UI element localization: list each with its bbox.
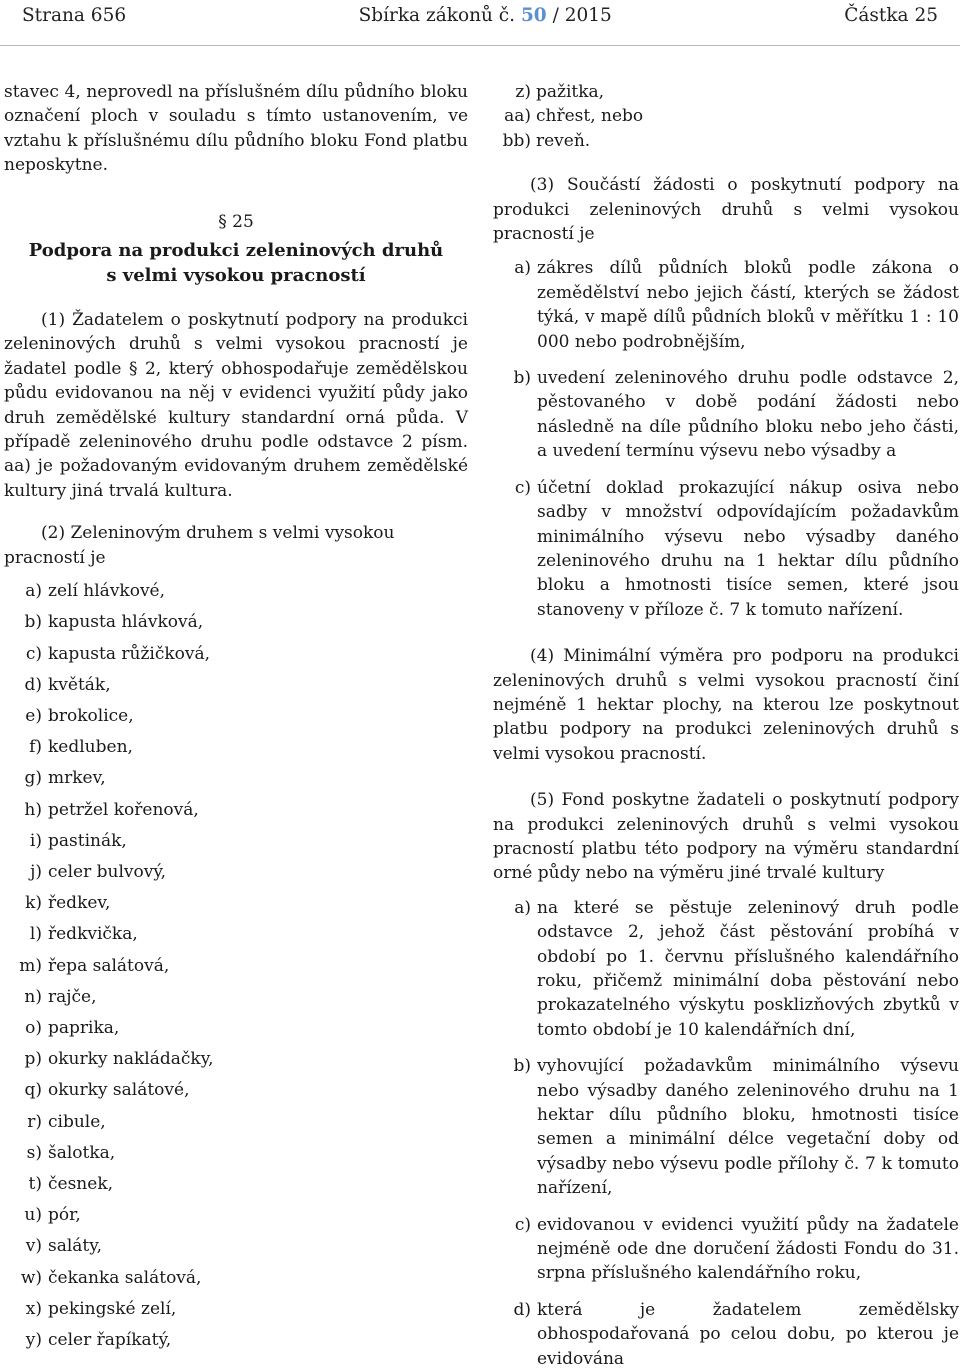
item-text: zelí hlávkové, (48, 581, 166, 602)
page-header (0, 0, 960, 30)
item-label: m) (19, 955, 42, 976)
header-page-number: Strana 656 (22, 4, 127, 26)
item-label: s) (26, 1142, 42, 1163)
list-item (4, 579, 468, 603)
item-label: k) (25, 893, 42, 914)
list-item (4, 1078, 468, 1102)
list-item (493, 896, 959, 1042)
item-label: r) (27, 1111, 42, 1132)
item-text: celer řapíkatý, (48, 1329, 172, 1350)
vegetable-list (4, 579, 468, 1352)
item-text: kapusta růžičková, (48, 643, 211, 664)
right-column (493, 80, 959, 1371)
list-item (4, 1172, 468, 1196)
item-label: b) (24, 612, 42, 633)
section-number: § 25 (218, 211, 254, 232)
item-label: e) (25, 705, 42, 726)
list-item (4, 1047, 468, 1071)
item-label: j) (30, 861, 42, 882)
item-label: g) (24, 768, 42, 789)
item-text: šalotka, (48, 1142, 116, 1163)
item-text: ředkvička, (48, 924, 138, 945)
list-item (4, 735, 468, 759)
item-label: d) (24, 674, 42, 695)
paragraph-4: (4) Minimální výměra pro podporu na produkci zeleninových druhů s velmi vysokou pracností činí nejméně 1 hektar plochy, na kterou lze poskytnout platbu podpory na produkci zeleninových druhů s velmi vysokou pracností. (493, 646, 959, 764)
section-title-line: Podpora na produkci zeleninových druhů (28, 240, 444, 262)
section-title-line: s velmi vysokou pracností (106, 265, 366, 287)
item-label: h) (24, 799, 42, 820)
header-collection-year: / 2015 (552, 4, 612, 26)
list-item (493, 366, 959, 464)
item-text: účetní doklad prokazující nákup osiva nebo sadby v množství odpovídajícím požadavkům minimálního výsevu nebo výsadby daného zeleninového druhu na 1 hektar dílu půdního bloku a hmotnosti tisíce semen, které jsou stanoveny v příloze č. 7 k tomuto nařízení. (537, 477, 959, 620)
item-label: n) (24, 986, 42, 1007)
item-text: chřest, nebo (536, 106, 644, 127)
item-label: p) (24, 1049, 42, 1070)
item-text: uvedení zeleninového druhu podle odstavce 2, pěstovaného v době podání žádosti nebo následně na díle půdního bloku nebo jeho části, a uvedení termínu výsevu nebo výsadby a (537, 368, 959, 462)
item-label: f) (29, 737, 42, 758)
list-item (493, 1213, 959, 1286)
item-text: řepa salátová, (48, 955, 170, 976)
list-item (493, 1054, 959, 1200)
list-item (4, 891, 468, 915)
list-item (4, 922, 468, 946)
application-requirements-list (493, 256, 959, 622)
paragraph-1: (1) Žadatelem o poskytnutí podpory na produkci zeleninových druhů s velmi vysokou pracností je žadatel podle § 2, který obhospodařuje zemědělskou půdu evidovanou na něj v evidenci využití půdy jako druh zemědělské kultury standardní orná půda. V případě zeleninového druhu podle odstavce 2 písm. aa) je požadovaným evidovaným druhem zemědělské kultury jiná trvalá kultura. (4, 310, 468, 501)
item-text: paprika, (48, 1017, 120, 1038)
list-item (4, 673, 468, 697)
item-text: pekingské zelí, (48, 1298, 177, 1319)
list-item (493, 104, 959, 128)
item-label: bb) (502, 130, 531, 151)
item-text: rajče, (48, 986, 97, 1007)
section-title (4, 238, 468, 288)
item-label: o) (25, 1017, 42, 1038)
item-label: a) (514, 258, 531, 279)
item-text: čekanka salátová, (48, 1267, 202, 1288)
list-item (4, 954, 468, 978)
item-text: zákres dílů půdních bloků podle zákona o zemědělství nebo jejich částí, kterých se žádost týká, v mapě dílů půdních bloků v měřítku 1 : 10 000 nebo podrobnějším, (537, 258, 959, 352)
item-label: q) (24, 1080, 42, 1101)
intro-paragraph: stavec 4, neprovedl na příslušném dílu půdního bloku označení ploch v souladu s tímto ustanovením, ve vztahu k příslušnému dílu půdního bloku Fond platbu neposkytne. (4, 82, 468, 176)
item-label: d) (513, 1299, 531, 1320)
item-text: pastinák, (48, 830, 127, 851)
item-label: i) (29, 830, 42, 851)
item-text: na které se pěstuje zeleninový druh podle odstavce 2, jehož část pěstování probíhá v období po 1. červnu příslušného kalendářního roku, přičemž minimální doba pěstování nebo prokazatelného výskytu posklizňových zbytků v tomto období je 10 kalendářních dní, (537, 897, 959, 1040)
item-label: c) (25, 643, 42, 664)
list-item (493, 476, 959, 622)
item-text: evidovanou v evidenci využití půdy na žadatele nejméně ode dne doručení žádosti Fondu do 31. srpna příslušného kalendářního roku, (537, 1214, 959, 1284)
item-label: l) (29, 924, 42, 945)
paragraph-3: (3) Součástí žádosti o poskytnutí podpory na produkci zeleninových druhů s velmi vysokou pracností je (493, 175, 959, 245)
left-column (4, 80, 468, 1359)
header-collection-prefix: Sbírka zákonů č. (358, 4, 516, 26)
item-label: t) (28, 1173, 42, 1194)
list-item (4, 1110, 468, 1134)
header-part: Částka 25 (844, 4, 938, 26)
vegetable-list-continued (493, 80, 959, 153)
item-text: pažitka, (536, 82, 605, 102)
item-label: z) (515, 82, 531, 102)
item-label: c) (514, 1214, 531, 1235)
item-text: pór, (48, 1205, 81, 1226)
eligible-area-list (493, 896, 959, 1371)
item-text: celer bulvový, (48, 861, 167, 882)
item-label: a) (25, 581, 42, 602)
list-item (4, 1016, 468, 1040)
item-text: která je žadatelem zemědělsky obhospodařovaná po celou dobu, po kterou je evidována (537, 1299, 959, 1369)
paragraph-5: (5) Fond poskytne žadateli o poskytnutí podpory na produkci zeleninových druhů s velmi vysokou pracností platbu této podpory na výměru standardní orné půdy nebo na výměru jiné trvalé kultury (493, 790, 959, 884)
list-item (4, 798, 468, 822)
list-item (4, 1266, 468, 1290)
list-item (4, 985, 468, 1009)
list-item (4, 1203, 468, 1227)
item-text: saláty, (48, 1236, 103, 1257)
item-text: petržel kořenová, (48, 799, 199, 820)
item-label: w) (20, 1267, 42, 1288)
item-text: reveň. (536, 130, 591, 151)
paragraph-2: (2) Zeleninovým druhem s velmi vysokou pracností je (4, 523, 395, 568)
item-text: kedluben, (48, 737, 133, 758)
item-text: kapusta hlávková, (48, 612, 204, 633)
item-text: okurky salátové, (48, 1080, 190, 1101)
item-label: b) (513, 368, 531, 389)
list-item (4, 766, 468, 790)
item-text: květák, (48, 674, 111, 695)
item-text: česnek, (48, 1173, 114, 1194)
header-divider (0, 45, 960, 46)
list-item (493, 1298, 959, 1371)
header-collection (359, 5, 612, 26)
list-item (4, 1234, 468, 1258)
item-label: b) (513, 1056, 531, 1077)
list-item (4, 1141, 468, 1165)
list-item (4, 642, 468, 666)
item-text: ředkev, (48, 893, 111, 914)
list-item (493, 256, 959, 354)
item-text: brokolice, (48, 705, 134, 726)
item-label: aa) (504, 106, 531, 127)
item-text: cibule, (48, 1111, 106, 1132)
item-text: okurky nakládačky, (48, 1049, 214, 1070)
list-item (4, 1297, 468, 1321)
item-label: c) (514, 477, 531, 498)
list-item (4, 704, 468, 728)
item-text: mrkev, (48, 768, 106, 789)
list-item (4, 860, 468, 884)
item-label: a) (514, 897, 531, 918)
header-collection-number: 50 (520, 4, 547, 26)
item-label: x) (25, 1298, 42, 1319)
item-label: v) (25, 1236, 42, 1257)
list-item (4, 829, 468, 853)
item-label: y) (25, 1329, 42, 1350)
item-text: vyhovující požadavkům minimálního výsevu nebo výsadby daného zeleninového druhu na 1 hektar dílu půdního bloku, hmotnosti tisíce semen a minimální délce vegetační doby od výsadby nebo výsevu podle přílohy č. 7 k tomuto nařízení, (537, 1056, 959, 1199)
list-item (4, 610, 468, 634)
item-label: u) (24, 1205, 42, 1226)
list-item (493, 80, 959, 104)
list-item (493, 129, 959, 153)
